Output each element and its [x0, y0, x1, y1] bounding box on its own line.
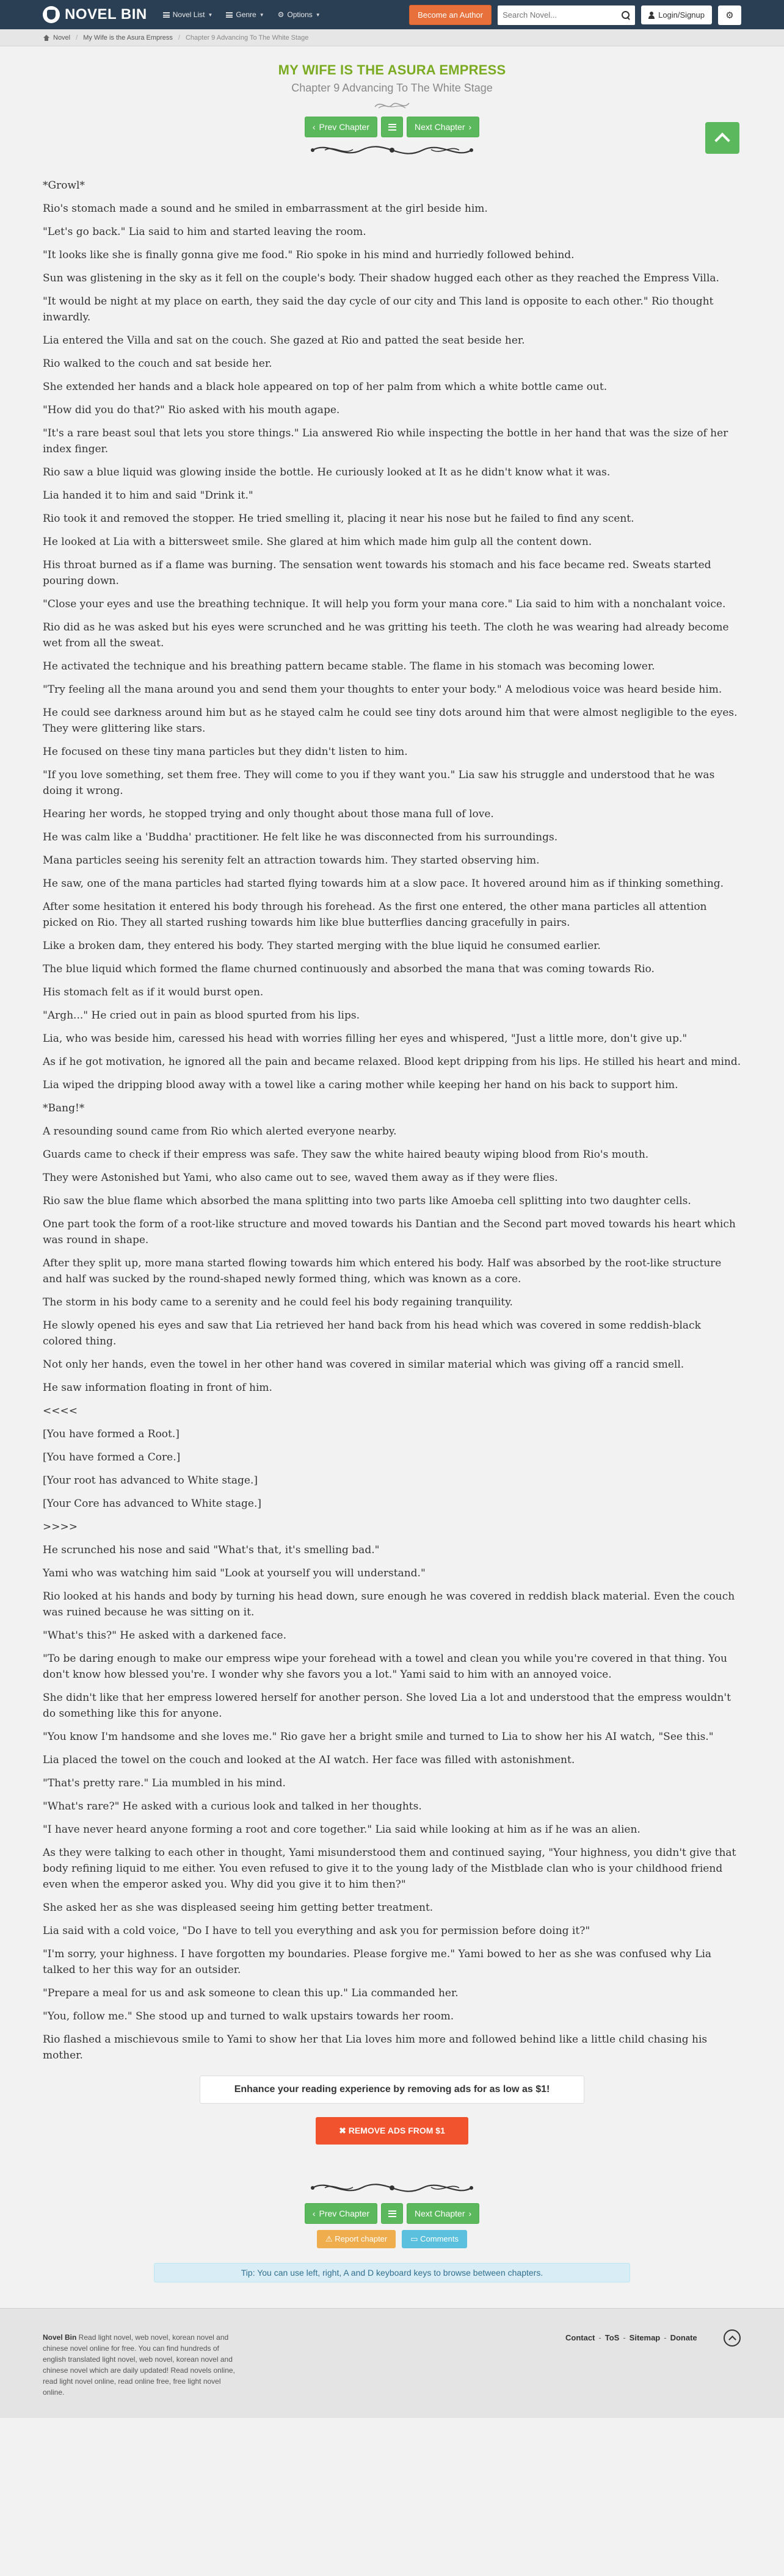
- chevron-right-icon: ›: [468, 122, 472, 132]
- chevron-left-icon: ‹: [312, 122, 316, 132]
- chapter-paragraph: >>>>: [43, 1521, 78, 1533]
- chapter-paragraph: She didn't like that her empress lowered herself for another person. She loved Lia a lot and understood that the empress wouldn't do something like this for anyone.: [43, 1692, 731, 1720]
- chapter-paragraph: "It looks like she is finally gonna give me food." Rio spoke in his mind and hurriedly followed behind.: [43, 249, 575, 261]
- chapter-paragraph: [You have formed a Core.]: [43, 1451, 181, 1463]
- chapter-paragraph: "I'm sorry, your highness. I have forgotten my boundaries. Please forgive me." Yami bowed to her as she was confused why Lia talked to her this way for an outsider.: [43, 1948, 712, 1976]
- top-navbar: [0, 0, 784, 29]
- chapter-paragraph: He activated the technique and his breathing pattern became stable. The flame in his stomach was becoming lower.: [43, 660, 655, 673]
- chapter-paragraph: Like a broken dam, they entered his body. They started merging with the blue liquid he consumed earlier.: [43, 940, 601, 952]
- login-signup-button[interactable]: [641, 5, 712, 24]
- footer-links: Contact - ToS - Sitemap - Donate: [565, 2333, 697, 2342]
- chapter-paragraph: Lia wiped the dripping blood away with a towel like a caring mother while keeping her hand on his back to support him.: [43, 1079, 678, 1091]
- chapter-paragraph: As if he got motivation, he ignored all the pain and became relaxed. Blood kept dripping from his lips. He stilled his heart and mind.: [43, 1056, 741, 1068]
- chevron-left-icon: ‹: [312, 2209, 316, 2218]
- chapter-paragraph: Lia entered the Villa and sat on the couch. She gazed at Rio and patted the seat beside her.: [43, 334, 525, 347]
- chapter-paragraph: "It's a rare beast soul that lets you store things." Lia answered Rio while inspecting the bottle in her hand that was the size of her index finger.: [43, 427, 728, 455]
- list-icon: [388, 124, 396, 131]
- chapter-paragraph: "Try feeling all the mana around you and send them your thoughts to enter your body." A melodious voice was heard beside him.: [43, 684, 722, 696]
- chapter-paragraph: His throat burned as if a flame was burning. The sensation went towards his stomach and his face became red. Sweats started pouring down.: [43, 559, 711, 587]
- chapter-paragraph: *Bang!*: [43, 1102, 85, 1114]
- gear-icon: ⚙: [725, 10, 734, 21]
- chapter-paragraph: A resounding sound came from Rio which alerted everyone nearby.: [43, 1125, 397, 1138]
- become-author-button[interactable]: Become an Author: [409, 5, 492, 25]
- nav-right: [409, 5, 741, 25]
- chapter-paragraph: Rio saw the blue flame which absorbed the mana splitting into two parts like Amoeba cell splitting into two daughter cells.: [43, 1195, 691, 1207]
- next-chapter-button[interactable]: Next Chapter ›: [407, 117, 479, 137]
- chapter-paragraph: As they were talking to each other in thought, Yami misunderstood them and continued saying, "Your highness, you didn't give that body refining liquid to me either. You even refused to give it to the young lady of the Mistblade clan who is your childhood friend even when the emperor asked you. Why did you give it to him then?": [43, 1847, 736, 1891]
- chapter-paragraph: Guards came to check if their empress was safe. They saw the white haired beauty wiping blood from Rio's mouth.: [43, 1149, 649, 1161]
- breadcrumb: [0, 29, 784, 46]
- chapter-paragraph: He saw, one of the mana particles had started flying towards him at a slow pace. It hovered around him as if thinking something.: [43, 878, 724, 890]
- caret-down-icon: ▼: [208, 12, 213, 18]
- report-chapter-button[interactable]: ⚠ Report chapter: [317, 2230, 396, 2248]
- scroll-top-button[interactable]: [705, 122, 739, 154]
- list-icon: [163, 12, 170, 18]
- chapter-paragraph: Yami who was watching him said "Look at yourself you will understand.": [43, 1567, 426, 1579]
- chapter-paragraph: "If you love something, set them free. They will come to you if they want you." Lia saw his struggle and understood that he was doing it wrong.: [43, 769, 715, 797]
- chapter-paragraph: Sun was glistening in the sky as it fell on the couple's body. Their shadow hugged each other as they reached the Empress Villa.: [43, 272, 719, 284]
- chapter-paragraph: Rio looked at his hands and body by turning his head down, sure enough he was covered in reddish black material. Even the couch was ruined because he was sitting on it.: [43, 1590, 735, 1618]
- chapter-paragraph: The storm in his body came to a serenity and he could feel his body regaining tranquility.: [43, 1296, 513, 1308]
- chapter-paragraph: "What's rare?" He asked with a curious look and talked in her thoughts.: [43, 1800, 422, 1813]
- footer-link-donate[interactable]: Donate: [670, 2333, 697, 2342]
- chapter-paragraph: "Let's go back." Lia said to him and started leaving the room.: [43, 226, 366, 238]
- chapter-paragraph: She asked her as she was displeased seeing him getting better treatment.: [43, 1902, 434, 1914]
- chapter-list-button[interactable]: [381, 117, 403, 137]
- chapter-paragraph: The blue liquid which formed the flame churned continuously and absorbed the mana that was coming towards Rio.: [43, 963, 655, 975]
- settings-button[interactable]: [718, 5, 741, 25]
- chapter-paragraph: Rio walked to the couch and sat beside her.: [43, 358, 272, 370]
- ad-message: Enhance your reading experience by removing ads for as low as $1!: [200, 2076, 584, 2104]
- chapter-paragraph: "I have never heard anyone forming a root and core together." Lia said while looking at him as if he was an alien.: [43, 1824, 641, 1836]
- chapter-paragraph: He could see darkness around him but as he stayed calm he could see tiny dots around him that were almost negligible to the eyes. They were glittering like stars.: [43, 707, 738, 735]
- chapter-paragraph: "To be daring enough to make our empress wipe your forehead with a towel and clean you while you're covered in that thing. You don't know how blessed you're. I wonder why she favors you a lot." Yami said to him with an annoyed voice.: [43, 1653, 727, 1681]
- breadcrumb-home-label: Novel: [53, 34, 71, 41]
- small-ornament: [372, 98, 412, 112]
- footer-link-sitemap[interactable]: Sitemap: [629, 2333, 661, 2342]
- remove-ads-button[interactable]: ✖ REMOVE ADS FROM $1: [316, 2117, 468, 2145]
- chapter-paragraph: His stomach felt as if it would burst open.: [43, 986, 264, 998]
- chapter-actions: [0, 2230, 784, 2248]
- chapter-paragraph: Lia, who was beside him, caressed his head with worries filling her eyes and whispered, "Just a little more, don't give up.": [43, 1033, 688, 1045]
- login-label: Login/Signup: [658, 10, 705, 20]
- chapter-paragraph: "It would be night at my place on earth, they said the day cycle of our city and This land is opposite to each other." Rio thought inwardly.: [43, 295, 714, 323]
- breadcrumb-separator: /: [76, 34, 78, 41]
- chapter-paragraph: Lia handed it to him and said "Drink it.": [43, 489, 253, 502]
- top-chapter-nav: [0, 117, 784, 137]
- chapter-paragraph: He scrunched his nose and said "What's that, it's smelling bad.": [43, 1544, 380, 1556]
- chapter-paragraph: Not only her hands, even the towel in her other hand was covered in similar material which was giving off a rancid smell.: [43, 1358, 684, 1371]
- list-icon: [226, 12, 233, 18]
- chapter-paragraph: Rio flashed a mischievous smile to Yami to show her that Lia loves him more and followed behind like a little child chasing his mother.: [43, 2033, 708, 2062]
- brand-name: NOVEL BIN: [65, 6, 147, 23]
- chevron-right-icon: ›: [468, 2209, 472, 2218]
- brand-icon: [43, 6, 60, 23]
- chapter-paragraph: She extended her hands and a black hole appeared on top of her palm from which a white bottle came out.: [43, 381, 608, 393]
- chapter-paragraph: Rio's stomach made a sound and he smiled in embarrassment at the girl beside him.: [43, 203, 488, 215]
- chapter-paragraph: Lia said with a cold voice, "Do I have to tell you everything and ask you for permission before doing it?": [43, 1925, 590, 1937]
- search-input[interactable]: [503, 10, 612, 20]
- nav-novel-list[interactable]: Novel List ▼: [163, 10, 213, 19]
- chapter-paragraph: *Growl*: [43, 179, 85, 192]
- novel-title[interactable]: MY WIFE IS THE ASURA EMPRESS: [278, 62, 506, 78]
- prev-chapter-button[interactable]: ‹ Prev Chapter: [305, 117, 377, 137]
- back-to-top-icon[interactable]: [724, 2329, 741, 2347]
- chapter-paragraph: "You know I'm handsome and she loves me." Rio gave her a bright smile and turned to Lia to show her his AI watch, "See this.": [43, 1731, 714, 1743]
- chapter-content: [0, 159, 784, 2063]
- footer: [0, 2308, 784, 2418]
- keyboard-tip: Tip: You can use left, right, A and D keyboard keys to browse between chapters.: [154, 2263, 630, 2282]
- chapter-header: [0, 46, 784, 159]
- brand-logo[interactable]: [43, 6, 147, 23]
- comments-button[interactable]: ▭ Comments: [402, 2230, 467, 2248]
- chapter-paragraph: "You, follow me." She stood up and turned to walk upstairs towards her room.: [43, 2010, 454, 2022]
- chapter-paragraph: Rio took it and removed the stopper. He tried smelling it, placing it near his nose but he failed to find any scent.: [43, 513, 634, 525]
- home-icon: [43, 35, 50, 41]
- chapter-paragraph: "Prepare a meal for us and ask someone to clean this up." Lia commanded her.: [43, 1987, 459, 1999]
- search-box: [498, 5, 635, 25]
- chapter-paragraph: "Argh..." He cried out in pain as blood spurted from his lips.: [43, 1009, 360, 1022]
- breadcrumb-separator: /: [178, 34, 180, 41]
- bottom-chapter-nav: [0, 2203, 784, 2224]
- chapter-paragraph: After some hesitation it entered his body through his forehead. As the first one entered, the other mana particles all attention picked on Rio. They all started rushing towards him like blue butterflies dancing gracefully in pairs.: [43, 901, 707, 929]
- footer-text: Read light novel, web novel, korean novel and chinese novel online for free. You can find hundreds of english translated light novel, web novel, korean novel and chinese novel which are daily updated! Read novels online, read light novel online, read online free, free light novel online.: [43, 2333, 235, 2397]
- list-icon: [388, 2210, 396, 2217]
- caret-down-icon: ▼: [259, 12, 264, 18]
- footer-description: [43, 2332, 244, 2398]
- footer-link-contact[interactable]: Contact: [565, 2333, 595, 2342]
- chapter-paragraph: Rio saw a blue liquid was glowing inside the bottle. He curiously looked at It as he didn't know what it was.: [43, 466, 611, 478]
- chapter-paragraph: "That's pretty rare." Lia mumbled in his mind.: [43, 1777, 286, 1789]
- chapter-paragraph: "Close your eyes and use the breathing technique. It will help you form your mana core." Lia said to him with a nonchalant voice.: [43, 598, 726, 610]
- divider-ornament: [300, 141, 484, 159]
- breadcrumb-home[interactable]: [43, 34, 70, 41]
- footer-link-tos[interactable]: ToS: [604, 2333, 620, 2342]
- nav-options[interactable]: ⚙ Options ▼: [277, 10, 321, 19]
- chapter-paragraph: He saw information floating in front of him.: [43, 1382, 272, 1394]
- warning-icon: ⚠: [325, 2234, 335, 2243]
- footer-brand[interactable]: Novel Bin: [43, 2333, 77, 2342]
- prev-chapter-button[interactable]: ‹ Prev Chapter: [305, 2203, 377, 2224]
- chapter-paragraph: Lia placed the towel on the couch and looked at the AI watch. Her face was filled with astonishment.: [43, 1754, 575, 1766]
- chapter-paragraph: "What's this?" He asked with a darkened face.: [43, 1629, 287, 1642]
- chapter-paragraph: Hearing her words, he stopped trying and only thought about those mana full of love.: [43, 808, 494, 820]
- chapter-paragraph: He was calm like a 'Buddha' practitioner. He felt like he was disconnected from his surroundings.: [43, 831, 558, 843]
- chapter-paragraph: He looked at Lia with a bittersweet smile. She glared at him which made him gulp all the content down.: [43, 536, 592, 548]
- chapter-paragraph: [You have formed a Root.]: [43, 1428, 180, 1440]
- comment-icon: ▭: [410, 2234, 421, 2243]
- chapter-paragraph: [Your root has advanced to White stage.]: [43, 1474, 258, 1487]
- chapter-paragraph: After they split up, more mana started flowing towards him which entered his body. Half was absorbed by the root-like structure and half was sucked by the round-shaped newly formed thing, which was known as a core.: [43, 1257, 722, 1285]
- chapter-list-button[interactable]: [381, 2203, 403, 2224]
- chapter-paragraph: "How did you do that?" Rio asked with his mouth agape.: [43, 404, 340, 416]
- chapter-paragraph: <<<<: [43, 1405, 78, 1417]
- chapter-paragraph: One part took the form of a root-like structure and moved towards his Dantian and the Second part moved towards his heart which was round in shape.: [43, 1218, 736, 1246]
- search-icon[interactable]: [622, 11, 630, 20]
- breadcrumb-chapter: Chapter 9 Advancing To The White Stage: [185, 34, 309, 41]
- chapter-title: Chapter 9 Advancing To The White Stage: [291, 82, 493, 94]
- divider-ornament: [300, 2179, 484, 2197]
- chapter-paragraph: Mana particles seeing his serenity felt an attraction towards him. They started observing him.: [43, 854, 540, 867]
- chapter-paragraph: They were Astonished but Yami, who also came out to see, waved them away as if they were flies.: [43, 1172, 558, 1184]
- breadcrumb-novel[interactable]: My Wife is the Asura Empress: [83, 34, 173, 41]
- gear-icon: ⚙: [277, 10, 285, 19]
- chapter-paragraph: Rio did as he was asked but his eyes were scrunched and he was gritting his teeth. The cloth he was wearing had already become wet from all the sweat.: [43, 621, 729, 649]
- chapter-paragraph: He slowly opened his eyes and saw that Lia retrieved her hand back from his head which was covered in some reddish-black colored thing.: [43, 1319, 701, 1348]
- chapter-paragraph: [Your Core has advanced to White stage.]: [43, 1498, 262, 1510]
- nav-menu: [163, 10, 321, 19]
- next-chapter-button[interactable]: Next Chapter ›: [407, 2203, 479, 2224]
- nav-genre[interactable]: Genre ▼: [226, 10, 264, 19]
- caret-down-icon: ▼: [315, 12, 321, 18]
- chapter-paragraph: He focused on these tiny mana particles but they didn't listen to him.: [43, 746, 408, 758]
- user-icon: [648, 12, 655, 19]
